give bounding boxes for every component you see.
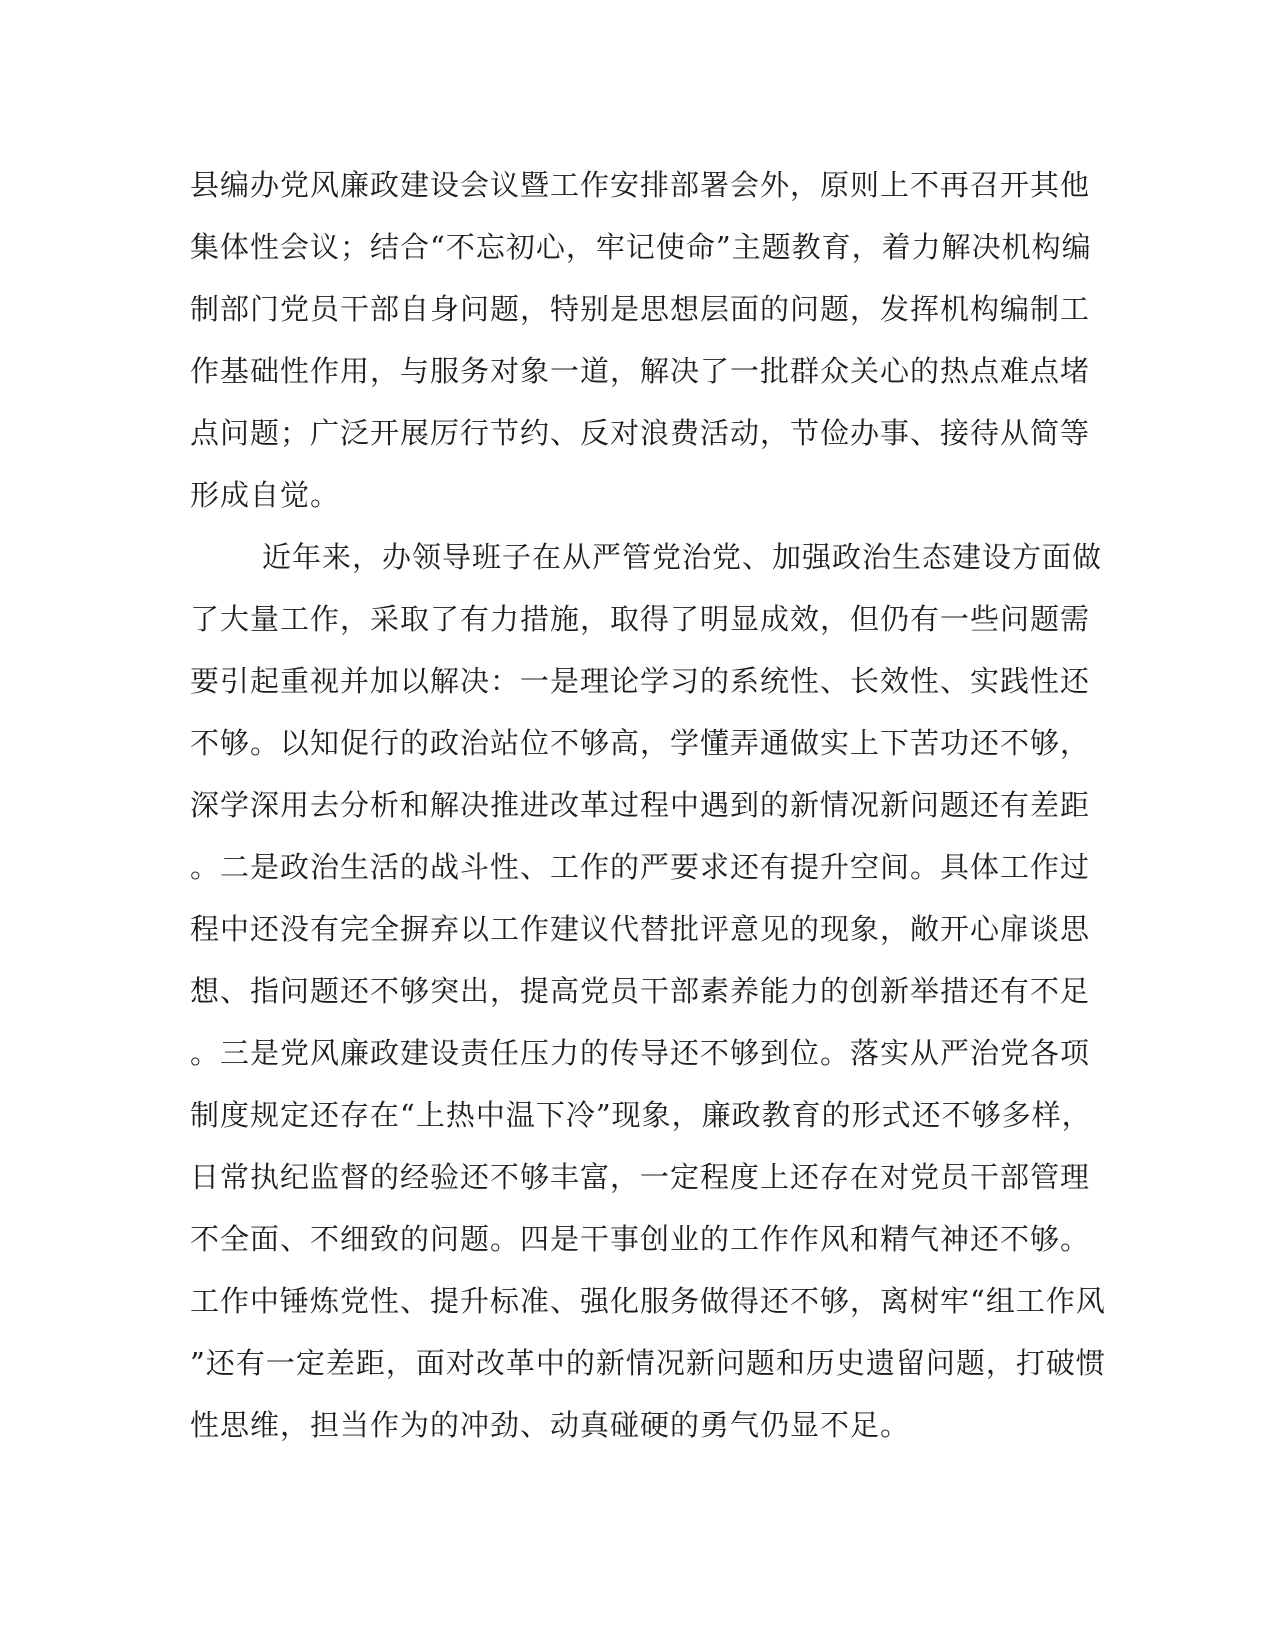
paragraph-1-line-2: 集体性会议；结合“不忘初心，牢记使命”主题教育，着力解决机构编 (190, 230, 1092, 264)
paragraph-2-line-15: 性思维，担当作为的冲劲、动真碰硬的勇气仍显不足。 (190, 1408, 911, 1442)
paragraph-2-line-12: 不全面、不细致的问题。四是干事创业的工作作风和精气神还不够。 (190, 1222, 1091, 1256)
paragraph-2-line-11: 日常执纪监督的经验还不够丰富，一定程度上还存在对党员干部管理 (190, 1160, 1091, 1194)
body-text (190, 154, 1106, 1456)
paragraph-2-line-7: 程中还没有完全摒弃以工作建议代替批评意见的现象，敞开心扉谈思 (190, 912, 1091, 946)
paragraph-2-line-8: 想、指问题还不够突出，提高党员干部素养能力的创新举措还有不足 (190, 974, 1091, 1008)
paragraph-2-line-4: 不够。以知促行的政治站位不够高，学懂弄通做实上下苦功还不够， (190, 726, 1091, 760)
paragraph-2-line-1: 近年来，办领导班子在从严管党治党、加强政治生态建设方面做 (262, 540, 1103, 574)
paragraph-1-line-5: 点问题；广泛开展厉行节约、反对浪费活动，节俭办事、接待从简等 (190, 416, 1091, 450)
paragraph-2-line-10: 制度规定还存在“上热中温下冷”现象，廉政教育的形式还不够多样， (190, 1098, 1092, 1132)
paragraph-2-line-2: 了大量工作，采取了有力措施，取得了明显成效，但仍有一些问题需 (190, 602, 1091, 636)
paragraph-2-line-9: 。三是党风廉政建设责任压力的传导还不够到位。落实从严治党各项 (190, 1036, 1091, 1070)
paragraph-2-line-5: 深学深用去分析和解决推进改革过程中遇到的新情况新问题还有差距 (190, 788, 1091, 822)
paragraph-2-line-14: ”还有一定差距，面对改革中的新情况新问题和历史遗留问题，打破惯 (190, 1346, 1106, 1380)
paragraph-2-line-6: 。二是政治生活的战斗性、工作的严要求还有提升空间。具体工作过 (190, 850, 1091, 884)
paragraph-1-line-6: 形成自觉。 (190, 478, 341, 512)
paragraph-2-line-13: 工作中锤炼党性、提升标准、强化服务做得还不够，离树牢“组工作风 (190, 1284, 1106, 1318)
paragraph-1-line-4: 作基础性作用，与服务对象一道，解决了一批群众关心的热点难点堵 (190, 354, 1091, 388)
paragraph-1-line-1: 县编办党风廉政建设会议暨工作安排部署会外，原则上不再召开其他 (190, 168, 1091, 202)
paragraph-2-line-3: 要引起重视并加以解决：一是理论学习的系统性、长效性、实践性还 (190, 664, 1091, 698)
paragraph-1-line-3: 制部门党员干部自身问题，特别是思想层面的问题，发挥机构编制工 (190, 292, 1091, 326)
